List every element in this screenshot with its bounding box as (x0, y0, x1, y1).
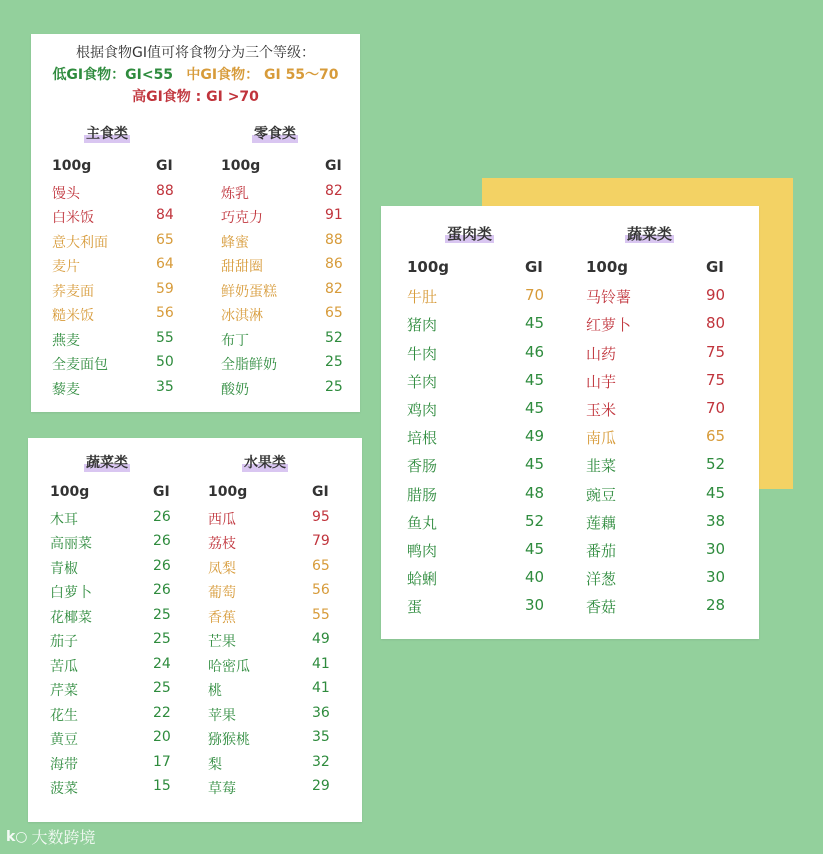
gi-value: 25 (325, 378, 343, 395)
table-row (407, 512, 557, 540)
food-name: 猪肉 (407, 316, 438, 335)
food-name: 木耳 (50, 511, 78, 528)
food-name: 白萝卜 (50, 585, 92, 601)
table-row (586, 540, 736, 568)
gi-value: 95 (312, 508, 330, 525)
gi-value: 88 (156, 182, 174, 199)
food-name: 酸奶 (221, 381, 249, 398)
gi-value: 79 (312, 533, 330, 549)
food-name: 青椒 (50, 560, 78, 577)
food-name: 香蕉 (208, 609, 236, 626)
table-row (221, 207, 351, 232)
table-row (52, 281, 182, 306)
intro-line: 根据食物GI值可将食物分为三个等级： (76, 45, 315, 61)
food-name: 苹果 (208, 707, 236, 724)
table-row (221, 256, 351, 281)
food-name: 草莓 (208, 781, 236, 797)
food-name: 洋葱 (586, 570, 617, 589)
food-name: 100g (50, 484, 90, 500)
card-veg-fruit (28, 438, 362, 822)
gi-value: 52 (325, 329, 343, 346)
card-meat-veg (381, 206, 759, 639)
table-row (586, 596, 736, 624)
gi-value: 45 (706, 483, 726, 502)
food-name: 全麦面包 (52, 357, 108, 373)
food-name: 鲜奶蛋糕 (221, 283, 277, 300)
food-name: 茄子 (50, 634, 78, 650)
gi-value: GI (153, 484, 170, 500)
food-name: 巧克力 (221, 210, 263, 226)
gi-value: 17 (153, 753, 171, 770)
category-title-snack: 零食类 (254, 126, 296, 142)
food-name: 西瓜 (208, 511, 236, 528)
food-name: 腊肠 (407, 485, 438, 504)
food-name: 山药 (586, 344, 617, 363)
table-row (586, 455, 736, 483)
table-row (50, 582, 180, 607)
table-row (208, 582, 338, 607)
food-name: 玉米 (586, 400, 617, 419)
food-name: 馒头 (52, 185, 80, 202)
table-row (586, 512, 736, 540)
gi-value: 55 (312, 606, 330, 623)
gi-value: GI (325, 158, 342, 174)
gi-value: 24 (153, 655, 171, 672)
table-row (586, 371, 736, 399)
gi-value: 86 (325, 256, 343, 272)
table-row (52, 305, 182, 330)
low-gi-label: 低GI食物：GI<55 (52, 67, 174, 83)
gi-value: 25 (153, 606, 171, 623)
table-row (586, 286, 736, 314)
food-name: 藜麦 (52, 381, 80, 398)
table-row (50, 656, 180, 681)
food-name: 香肠 (407, 457, 438, 476)
table-row (50, 533, 180, 558)
gi-value: 32 (312, 753, 330, 770)
gi-value: 41 (312, 655, 330, 672)
food-name: 荞麦面 (52, 283, 94, 300)
table-row (50, 778, 180, 803)
mid-gi-label: 中GI食物： GI 55～70 (186, 67, 339, 83)
food-name: 芹菜 (50, 683, 78, 699)
food-name: 100g (52, 158, 92, 174)
table-row (50, 705, 180, 730)
table-row (52, 207, 182, 232)
gi-value: 49 (312, 631, 330, 647)
gi-value: 52 (706, 455, 726, 474)
food-name: 羊肉 (407, 372, 438, 391)
food-name: 花椰菜 (50, 609, 92, 626)
gi-value: 64 (156, 256, 174, 272)
gi-value: GI (312, 484, 329, 500)
table-row (407, 427, 557, 455)
food-name: 海带 (50, 756, 78, 773)
food-name: 凤梨 (208, 560, 236, 577)
food-name: 花生 (50, 707, 78, 724)
food-name: 葡萄 (208, 585, 236, 601)
gi-value: 82 (325, 182, 343, 199)
food-name: 100g (586, 258, 629, 276)
table-row (221, 330, 351, 355)
food-name: 100g (208, 484, 248, 500)
gi-value: 25 (325, 354, 343, 370)
gi-value: 22 (153, 704, 171, 721)
table-row (50, 558, 180, 583)
food-name: 冰淇淋 (221, 308, 263, 324)
food-name: 鸡肉 (407, 400, 438, 419)
table-row (208, 729, 338, 754)
gi-value: 65 (312, 557, 330, 574)
category-title-veg-left: 蔬菜类 (86, 455, 128, 471)
gi-value: 38 (706, 511, 726, 530)
table-row (50, 680, 180, 705)
food-name: 蛤蜊 (407, 570, 438, 589)
gi-value: 65 (706, 427, 726, 446)
watermark-text: 大数跨境 (31, 828, 96, 847)
gi-value: 45 (525, 455, 545, 474)
watermark (6, 825, 96, 848)
gi-value: 82 (325, 280, 343, 297)
table-row (52, 354, 182, 379)
food-name: 炼乳 (221, 185, 249, 202)
food-name: 荔枝 (208, 536, 236, 552)
food-name: 牛肉 (407, 344, 438, 363)
gi-value: 52 (525, 511, 545, 530)
table-row (586, 399, 736, 427)
table-veg-left (50, 484, 180, 803)
gi-value: GI (525, 258, 543, 276)
table-row (208, 680, 338, 705)
category-title-meat: 蛋肉类 (447, 225, 493, 243)
table-meat (407, 258, 557, 624)
table-veg-right (586, 258, 736, 624)
table-header (50, 484, 180, 509)
food-name: 100g (221, 158, 261, 174)
table-row (52, 183, 182, 208)
table-row (50, 631, 180, 656)
table-row (208, 656, 338, 681)
card-staple-snack (31, 34, 360, 412)
table-row (50, 607, 180, 632)
food-name: 蜂蜜 (221, 234, 249, 251)
table-row (221, 354, 351, 379)
gi-value: 30 (525, 596, 545, 615)
gi-value: 40 (525, 568, 545, 587)
table-row (407, 596, 557, 624)
gi-value: 84 (156, 207, 174, 223)
food-name: 豌豆 (586, 485, 617, 504)
food-name: 猕猴桃 (208, 732, 250, 748)
food-name: 莲藕 (586, 513, 617, 532)
gi-value: 25 (153, 631, 171, 647)
table-row (407, 568, 557, 596)
table-row (221, 183, 351, 208)
table-row (52, 330, 182, 355)
gi-value: 26 (153, 557, 171, 574)
gi-value: 25 (153, 680, 171, 696)
food-name: 麦片 (52, 259, 80, 275)
gi-value: 28 (706, 596, 726, 615)
food-name: 白米饭 (52, 210, 94, 226)
gi-value: 26 (153, 508, 171, 525)
gi-value: 59 (156, 280, 174, 297)
food-name: 100g (407, 258, 450, 276)
gi-value: 45 (525, 314, 545, 333)
gi-value: 49 (525, 427, 545, 446)
table-row (52, 379, 182, 404)
gi-value: 36 (312, 704, 330, 721)
food-name: 鱼丸 (407, 513, 438, 532)
gi-value: 41 (312, 680, 330, 696)
table-row (208, 607, 338, 632)
food-name: 燕麦 (52, 332, 80, 349)
table-row (407, 286, 557, 314)
table-row (586, 427, 736, 455)
food-name: 全脂鲜奶 (221, 357, 277, 373)
table-row (208, 778, 338, 803)
table-row (407, 484, 557, 512)
gi-value: 88 (325, 231, 343, 248)
table-row (52, 232, 182, 257)
food-name: 马铃薯 (586, 288, 632, 307)
table-row (50, 729, 180, 754)
gi-value: 65 (156, 231, 174, 248)
gi-value: 55 (156, 329, 174, 346)
gi-value: 70 (706, 398, 726, 417)
gi-value: 15 (153, 778, 171, 794)
table-row (50, 509, 180, 534)
category-title-veg-right: 蔬菜类 (627, 225, 673, 243)
table-row (208, 558, 338, 583)
gi-value: 46 (525, 342, 545, 361)
gi-value: 45 (525, 398, 545, 417)
gi-value: 30 (706, 568, 726, 587)
table-row (407, 399, 557, 427)
intro-levels (31, 64, 360, 86)
table-row (407, 371, 557, 399)
table-row (221, 379, 351, 404)
food-name: 番茄 (586, 541, 617, 560)
food-name: 布丁 (221, 332, 249, 349)
gi-value: 50 (156, 354, 174, 370)
food-name: 韭菜 (586, 457, 617, 476)
category-title-staple: 主食类 (86, 126, 128, 142)
food-name: 培根 (407, 429, 438, 448)
high-gi-label: 高GI食物 : GI >70 (132, 89, 259, 105)
category-title-fruit: 水果类 (244, 455, 286, 471)
table-header (407, 258, 557, 286)
table-header (208, 484, 338, 509)
table-row (221, 232, 351, 257)
gi-value: 29 (312, 778, 330, 794)
gi-value: 75 (706, 370, 726, 389)
gi-intro (31, 42, 360, 108)
food-name: 意大利面 (52, 234, 108, 251)
table-row (586, 484, 736, 512)
food-name: 糙米饭 (52, 308, 94, 324)
food-name: 芒果 (208, 634, 236, 650)
food-name: 南瓜 (586, 429, 617, 448)
gi-value: 70 (525, 286, 545, 305)
gi-value: 80 (706, 314, 726, 333)
table-row (52, 256, 182, 281)
table-row (208, 533, 338, 558)
food-name: 鸭肉 (407, 541, 438, 560)
table-row (586, 343, 736, 371)
food-name: 红萝卜 (586, 316, 632, 335)
table-row (208, 631, 338, 656)
gi-value: 65 (325, 305, 343, 321)
gi-value: 56 (312, 582, 330, 598)
gi-value: 26 (153, 533, 171, 549)
food-name: 牛肚 (407, 288, 438, 307)
gi-value: 35 (156, 378, 174, 395)
food-name: 山芋 (586, 372, 617, 391)
food-name: 黄豆 (50, 732, 78, 748)
food-name: 哈密瓜 (208, 658, 250, 675)
table-header (52, 158, 182, 183)
gi-value: 90 (706, 286, 726, 305)
food-name: 甜甜圈 (221, 259, 263, 275)
table-fruit (208, 484, 338, 803)
table-row (407, 314, 557, 342)
gi-value: GI (156, 158, 173, 174)
gi-value: 45 (525, 539, 545, 558)
gi-value: 48 (525, 483, 545, 502)
table-row (221, 305, 351, 330)
table-row (50, 754, 180, 779)
gi-value: GI (706, 258, 724, 276)
table-row (407, 343, 557, 371)
gi-value: 45 (525, 370, 545, 389)
gi-value: 75 (706, 342, 726, 361)
food-name: 香菇 (586, 598, 617, 617)
table-row (208, 754, 338, 779)
brand-logo-icon: k○ (6, 828, 28, 845)
gi-value: 91 (325, 207, 343, 223)
food-name: 蛋 (407, 598, 423, 617)
table-row (407, 540, 557, 568)
food-name: 梨 (208, 756, 222, 773)
gi-value: 26 (153, 582, 171, 598)
gi-value: 30 (706, 539, 726, 558)
table-row (208, 705, 338, 730)
table-row (586, 314, 736, 342)
gi-value: 35 (312, 729, 330, 745)
table-snack (221, 158, 351, 403)
table-staple (52, 158, 182, 403)
table-row (221, 281, 351, 306)
food-name: 菠菜 (50, 781, 78, 797)
gi-value: 20 (153, 729, 171, 745)
food-name: 桃 (208, 683, 222, 699)
food-name: 高丽菜 (50, 536, 92, 552)
table-header (221, 158, 351, 183)
food-name: 苦瓜 (50, 658, 78, 675)
table-row (208, 509, 338, 534)
table-row (586, 568, 736, 596)
gi-value: 56 (156, 305, 174, 321)
table-header (586, 258, 736, 286)
table-row (407, 455, 557, 483)
